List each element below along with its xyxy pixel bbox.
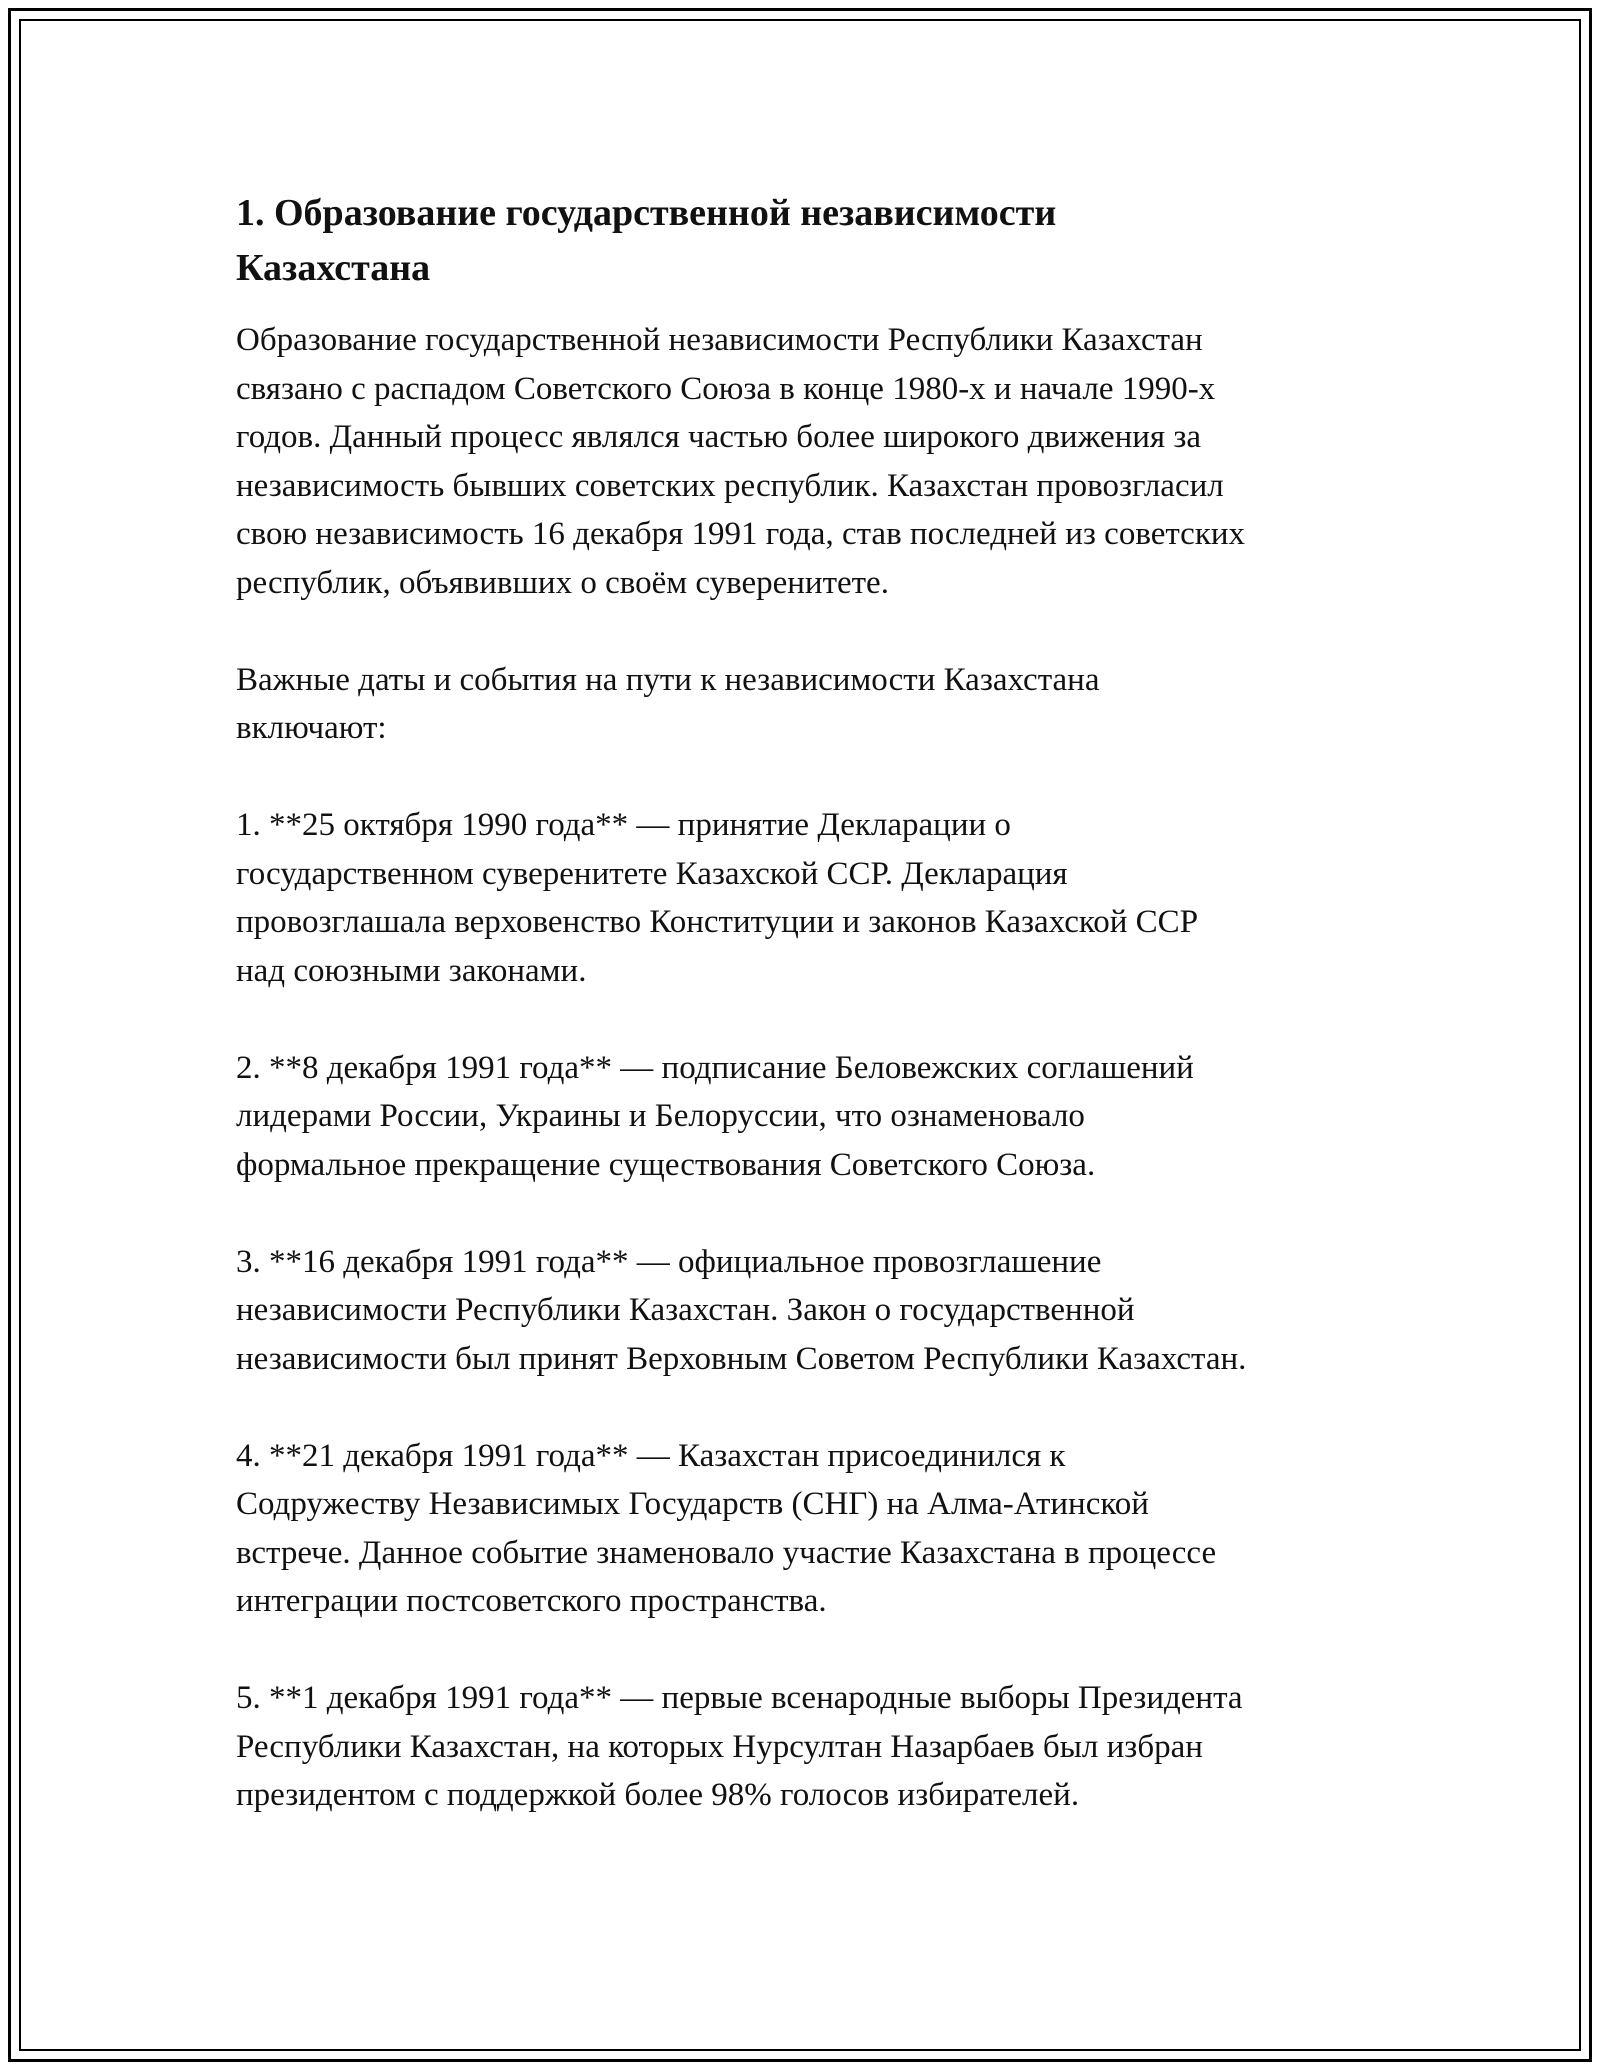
title-line: Казахстана (236, 247, 431, 289)
text-line: 2. **8 декабря 1991 года** — подписание Беловежских соглашений (236, 1049, 1194, 1086)
text-line: президентом с поддержкой более 98% голосов избирателей. (236, 1777, 1080, 1813)
list-item-2 (236, 1044, 1396, 1190)
text-line: свою независимость 16 декабря 1991 года, став последней из советских (236, 516, 1246, 552)
text-line: 1. **25 октября 1990 года** — принятие Декларации о (236, 807, 1011, 843)
text-line: независимости был принят Верховным Советом Республики Казахстан. (236, 1340, 1247, 1377)
intro-paragraph (236, 316, 1396, 607)
text-line: над союзными законами. (236, 952, 587, 989)
text-line: формальное прекращение существования Советского Союза. (236, 1146, 1096, 1183)
text-line: провозглашала верховенство Конституции и законов Казахской ССР (236, 904, 1199, 940)
document-body (236, 186, 1396, 1868)
text-line: встрече. Данное событие знаменовало участие Казахстана в процессе (236, 1534, 1217, 1571)
title-line: 1. Образование государственной независимости (236, 192, 1057, 234)
list-item-4 (236, 1432, 1396, 1626)
text-line: связано с распадом Советского Союза в конце 1980-х и начале 1990-х (236, 370, 1216, 407)
list-item-5 (236, 1674, 1396, 1820)
page-title (236, 186, 1396, 296)
text-line: 4. **21 декабря 1991 года** — Казахстан присоединился к (236, 1437, 1066, 1474)
list-item-1 (236, 801, 1396, 995)
text-line: лидерами России, Украины и Белоруссии, что ознаменовало (236, 1098, 1085, 1134)
text-line: республик, объявивших о своём суверенитете. (236, 564, 889, 601)
text-line: Образование государственной независимости Республики Казахстан (236, 322, 1203, 358)
text-line: независимость бывших советских республик. Казахстан провозгласил (236, 467, 1224, 504)
text-line: государственном суверенитете Казахской ССР. Декларация (236, 855, 1068, 892)
text-line: 5. **1 декабря 1991 года** — первые всенародные выборы Президента (236, 1680, 1243, 1716)
text-line: 3. **16 декабря 1991 года** — официальное провозглашение (236, 1243, 1102, 1280)
text-line: Республики Казахстан, на которых Нурсултан Назарбаев был избран (236, 1728, 1203, 1765)
text-line: интеграции постсоветского пространства. (236, 1583, 827, 1619)
text-line: Важные даты и события на пути к независимости Казахстана (236, 661, 1100, 698)
text-line: независимости Республики Казахстан. Закон о государственной (236, 1292, 1135, 1328)
list-item-3 (236, 1238, 1396, 1384)
text-line: включают: (236, 710, 387, 746)
text-line: годов. Данный процесс являлся частью более широкого движения за (236, 419, 1202, 455)
dates-intro-paragraph (236, 656, 1396, 753)
text-line: Содружеству Независимых Государств (СНГ) на Алма-Атинской (236, 1486, 1149, 1522)
